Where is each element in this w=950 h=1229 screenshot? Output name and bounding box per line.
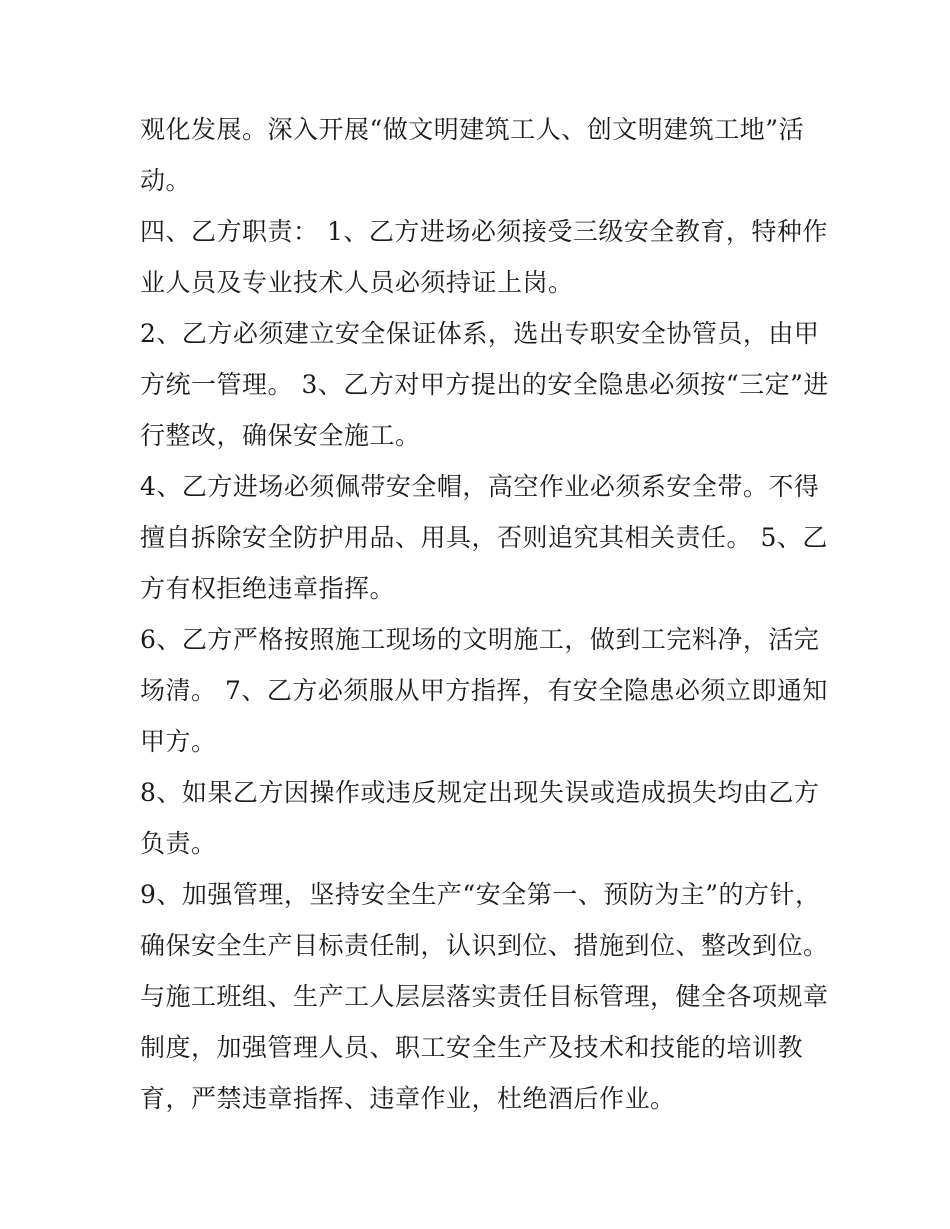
text-line: 确保安全生产目标责任制，认识到位、措施到位、整改到位。 xyxy=(140,931,829,960)
text-line: 观化发展。深入开展“做文明建筑工人、创文明建筑工地”活 xyxy=(140,115,805,144)
text-line: 制度，加强管理人员、职工安全生产及技术和技能的培训教 xyxy=(140,1033,804,1062)
text-line: 与施工班组、生产工人层层落实责任目标管理，健全各项规章 xyxy=(140,982,829,1011)
document-body xyxy=(140,104,829,1124)
text-line: 场清。 7、乙方必须服从甲方指挥，有安全隐患必须立即通知 xyxy=(140,676,828,705)
text-line: 6、乙方严格按照施工现场的文明施工，做到工完料净，活完 xyxy=(140,625,820,654)
text-line: 动。 xyxy=(140,166,192,195)
text-line: 擅自拆除安全防护用品、用具，否则追究其相关责任。 5、乙 xyxy=(140,523,828,552)
text-line: 负责。 xyxy=(140,829,217,858)
text-line: 甲方。 xyxy=(140,727,217,756)
text-line: 育，严禁违章指挥、违章作业，杜绝酒后作业。 xyxy=(140,1084,676,1113)
text-line: 2、乙方必须建立安全保证体系，选出专职安全协管员，由甲 xyxy=(140,319,820,348)
text-line: 8、如果乙方因操作或违反规定出现失误或造成损失均由乙方 xyxy=(140,778,820,807)
text-line: 方统一管理。 3、乙方对甲方提出的安全隐患必须按“三定”进 xyxy=(140,370,829,399)
text-line: 4、乙方进场必须佩带安全帽，高空作业必须系安全带。不得 xyxy=(140,472,820,501)
text-line: 四、乙方职责： 1、乙方进场必须接受三级安全教育，特种作 xyxy=(140,217,828,246)
text-line: 方有权拒绝违章指挥。 xyxy=(140,574,396,603)
text-line: 9、加强管理，坚持安全生产“安全第一、预防为主”的方针， xyxy=(140,880,821,909)
text-line: 业人员及专业技术人员必须持证上岗。 xyxy=(140,268,574,297)
text-line: 行整改，确保安全施工。 xyxy=(140,421,421,450)
